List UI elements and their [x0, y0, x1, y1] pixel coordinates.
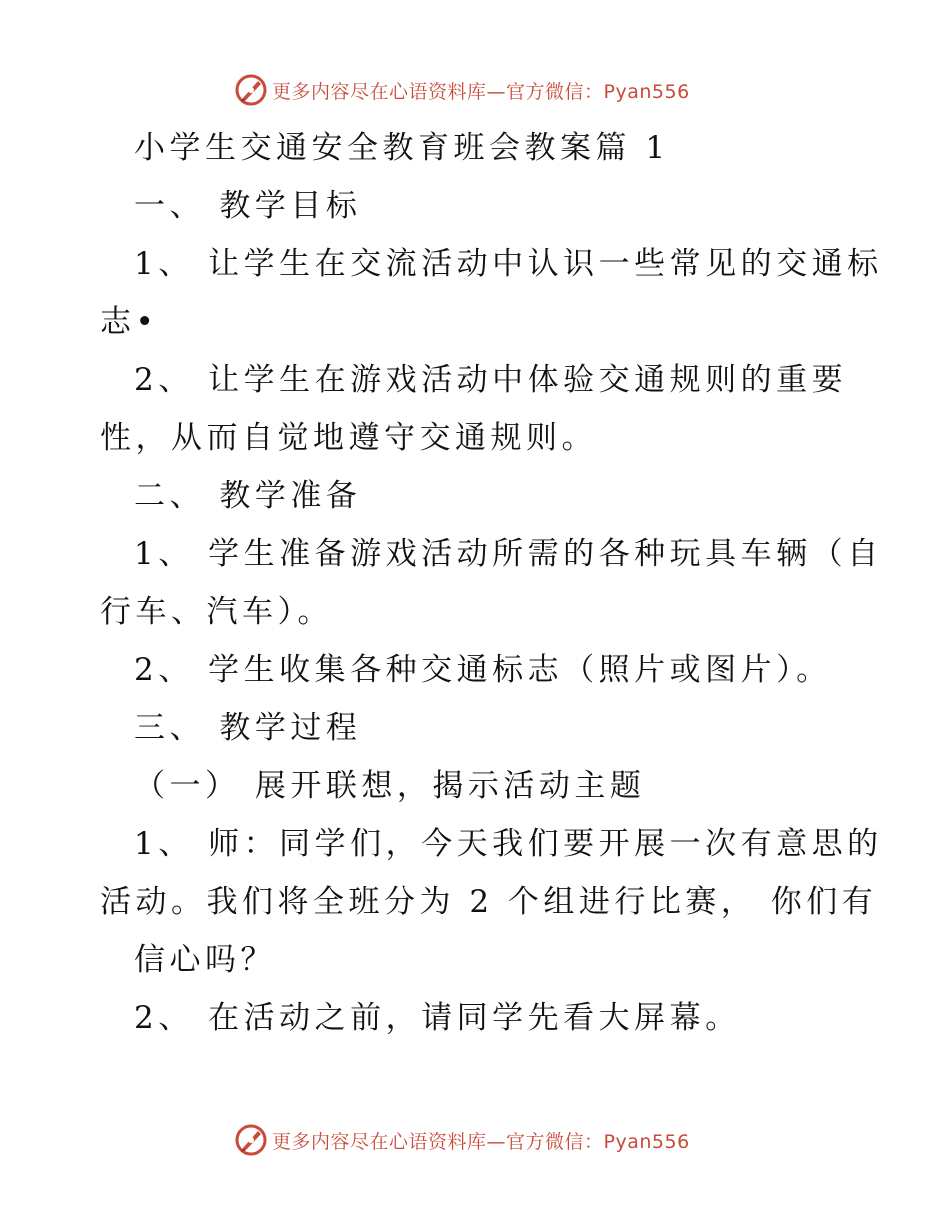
section-heading: 三、 教学过程	[134, 710, 362, 746]
paragraph-line: 信心吗？	[134, 942, 276, 978]
section-heading: 二、 教学准备	[134, 478, 362, 514]
paragraph-line: 活动。我们将全班分为 2 个组进行比赛， 你们有	[100, 884, 878, 920]
watermark-text: 更多内容尽在心语资料库—官方微信：Pyan556	[272, 80, 690, 103]
subsection-heading: （一） 展开联想，揭示活动主题	[134, 768, 646, 804]
watermark-footer	[234, 1122, 690, 1158]
watermark-text: 更多内容尽在心语资料库—官方微信：Pyan556	[272, 1130, 690, 1153]
watermark-header	[234, 72, 690, 108]
paragraph-line: 1、 让学生在交流活动中认识一些常见的交通标	[134, 246, 883, 282]
pen-logo-icon	[234, 73, 268, 107]
pen-logo-icon	[234, 1123, 268, 1157]
paragraph-line: 性，从而自觉地遵守交通规则。	[100, 420, 597, 456]
section-heading: 一、 教学目标	[134, 188, 362, 224]
paragraph-line: 志•	[100, 304, 159, 340]
paragraph-line: 2、 让学生在游戏活动中体验交通规则的重要	[134, 362, 848, 398]
paragraph-line: 1、 师：同学们，今天我们要开展一次有意思的	[134, 826, 883, 862]
document-title: 小学生交通安全教育班会教案篇 1	[134, 130, 670, 166]
paragraph-line: 1、 学生准备游戏活动所需的各种玩具车辆（自	[134, 536, 883, 572]
paragraph-line: 2、 学生收集各种交通标志（照片或图片）。	[134, 652, 832, 688]
paragraph-line: 行车、汽车）。	[100, 594, 333, 630]
paragraph-line: 2、 在活动之前，请同学先看大屏幕。	[134, 1000, 741, 1036]
